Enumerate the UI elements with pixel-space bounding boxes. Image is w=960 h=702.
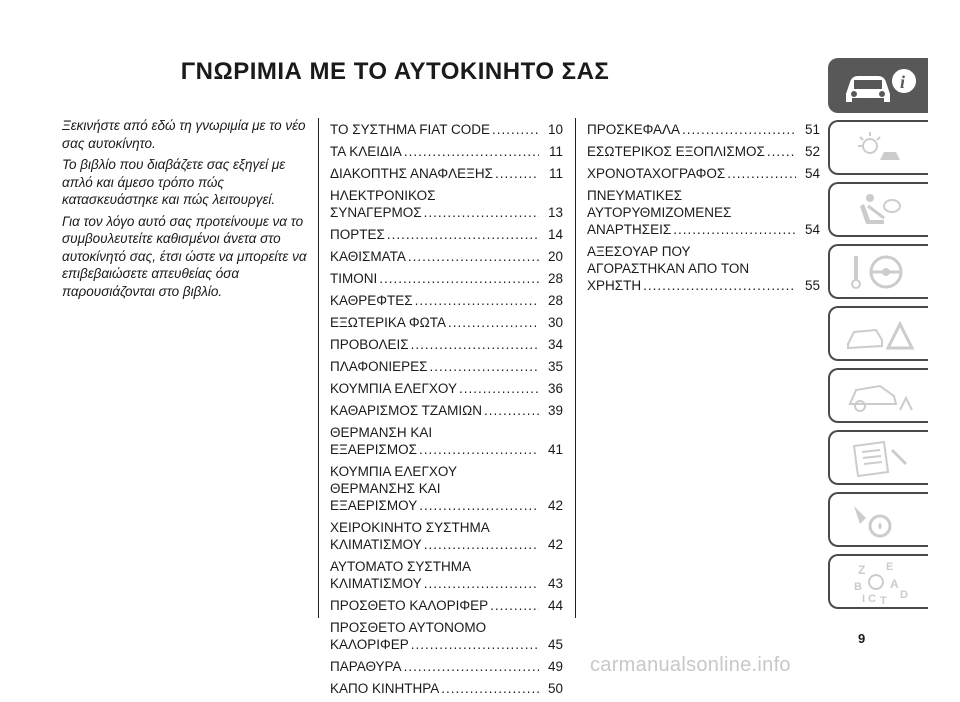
toc-column-1 [330,121,563,702]
toc-entry-page: 55 [804,278,820,293]
toc-entry[interactable] [330,248,563,265]
dashboard-lights-icon [840,126,920,171]
toc-entry-title: ΚΟΥΜΠΙΑ ΕΛΕΓΧΟΥ ΘΕΡΜΑΝΣΗΣ ΚΑΙ ΕΞΑΕΡΙΣΜΟΥ ..... [330,463,539,514]
svg-text:A: A [890,577,899,591]
column-divider [318,118,319,618]
tab-maintenance[interactable] [828,430,928,485]
tab-specifications[interactable] [828,492,928,547]
toc-entry[interactable] [330,187,563,221]
key-steering-wheel-icon [840,250,920,295]
toc-entry-title: ΧΕΙΡΟΚΙΝΗΤΟ ΣΥΣΤΗΜΑ ΚΛΙΜΑΤΙΣΜΟΥ ..... [330,519,539,553]
toc-entry-page: 30 [547,315,563,330]
toc-entry[interactable] [330,165,563,182]
toc-entry-title: ΑΞΕΣΟΥΑΡ ΠΟΥ ΑΓΟΡΑΣΤΗΚΑΝ ΑΠΟ ΤΟΝ ΧΡΗΣΤΗ ..... [587,243,796,294]
svg-text:I C: I C [862,593,877,605]
toc-entry[interactable] [330,424,563,458]
intro-paragraph: Για τον λόγο αυτό σας προτείνουμε να το συμβουλευτείτε καθισμένοι άνετα στο αυτοκίνητό σας, έτσι ώστε να μπορείτε να επιβεβαιώσετε απευθείας όσα παρουσιάζονται στο βιβλίο. [62,213,307,299]
toc-entry-title: ΗΛΕΚΤΡΟΝΙΚΟΣ ΣΥΝΑΓΕΡΜΟΣ ..... [330,187,539,221]
svg-text:D: D [900,589,908,601]
toc-entry-title: ΕΞΩΤΕΡΙΚΑ ΦΩΤΑ ..... [330,314,539,331]
toc-entry[interactable] [587,143,820,160]
alphabetical-index-icon [840,560,920,605]
watermark: carmanualsonline.info [590,654,791,676]
intro-text [62,117,307,304]
svg-text:T: T [880,595,887,605]
toc-entry-title: ΠΡΟΣΘΕΤΟ ΑΥΤΟΝΟΜΟ ΚΑΛΟΡΙΦΕΡ ..... [330,619,539,653]
toc-entry[interactable] [330,402,563,419]
toc-entry[interactable] [587,187,820,238]
toc-entry[interactable] [330,463,563,514]
toc-entry[interactable] [330,658,563,675]
toc-entry-page: 34 [547,337,563,352]
toc-entry[interactable] [330,226,563,243]
toc-entry-page: 11 [548,144,563,159]
tab-key-steering[interactable] [828,244,928,299]
column-divider [575,118,576,618]
toc-entry-page: 54 [804,222,820,237]
toc-entry-page: 36 [547,381,563,396]
toc-entry[interactable] [330,121,563,138]
toc-entry-page: 50 [547,681,563,696]
toc-entry-page: 14 [547,227,563,242]
toc-entry-title: ΑΥΤΟΜΑΤΟ ΣΥΣΤΗΜΑ ΚΛΙΜΑΤΙΣΜΟΥ ..... [330,558,539,592]
toc-entry-page: 42 [547,537,563,552]
toc-entry-page: 41 [547,442,563,457]
warning-triangle-car-icon [840,312,920,357]
toc-entry-title: ΤΟ ΣΥΣΤΗΜΑ FIAT CODE ..... [330,121,539,138]
tab-car-jack[interactable] [828,368,928,423]
toc-entry[interactable] [330,558,563,592]
tab-emergency[interactable] [828,306,928,361]
toc-entry-page: 45 [547,637,563,652]
toc-entry-title: ΚΑΘΑΡΙΣΜΟΣ ΤΖΑΜΙΩΝ ..... [330,402,539,419]
page-title: ΓΝΩΡΙΜΙΑ ΜΕ ΤΟ ΑΥΤΟΚΙΝΗΤΟ ΣΑΣ [180,58,610,85]
toc-entry-title: ΠΑΡΑΘΥΡΑ ..... [330,658,539,675]
tab-alphabetical-index[interactable] [828,554,928,609]
toc-entry[interactable] [330,143,563,160]
airbag-seat-icon [840,188,920,233]
page-number: 9 [858,631,866,646]
toc-entry-page: 20 [547,249,563,264]
toc-entry-title: ΠΡΟΣΚΕΦΑΛΑ ..... [587,121,796,138]
toc-entry[interactable] [330,619,563,653]
toc-entry[interactable] [330,358,563,375]
svg-text:i: i [900,72,906,92]
toc-entry-title: ΠΟΡΤΕΣ ..... [330,226,539,243]
toc-entry-page: 35 [547,359,563,374]
toc-entry[interactable] [330,519,563,553]
toc-entry-title: ΔΙΑΚΟΠΤΗΣ ΑΝΑΦΛΕΞΗΣ ..... [330,165,539,182]
svg-text:B: B [854,581,862,593]
car-jack-icon [840,374,920,419]
toc-entry[interactable] [330,292,563,309]
toc-entry-page: 42 [547,498,563,513]
toc-entry-page: 10 [547,122,563,137]
toc-entry-page: 28 [547,293,563,308]
svg-text:E: E [886,561,894,573]
toc-entry-page: 13 [547,205,563,220]
toc-entry-title: ΤΑ ΚΛΕΙΔΙΑ ..... [330,143,539,160]
toc-entry[interactable] [330,380,563,397]
toc-entry[interactable] [330,336,563,353]
tab-car-info[interactable] [828,58,928,113]
toc-entry-title: ΚΑΘΡΕΦΤΕΣ ..... [330,292,539,309]
maintenance-book-icon [840,436,920,481]
tab-dashboard-lights[interactable] [828,120,928,175]
toc-entry-title: ΠΛΑΦΟΝΙΕΡΕΣ ..... [330,358,539,375]
toc-entry[interactable] [330,270,563,287]
toc-entry[interactable] [587,243,820,294]
toc-entry-page: 52 [804,144,820,159]
toc-entry-page: 43 [547,576,563,591]
toc-column-2 [587,121,820,299]
intro-paragraph: Ξεκινήστε από εδώ τη γνωριμία με το νέο σας αυτοκίνητο. [62,118,306,151]
toc-entry-title: ΠΝΕΥΜΑΤΙΚΕΣ ΑΥΤΟΡΥΘΜΙΖΟΜΕΝΕΣ ΑΝΑΡΤΗΣΕΙΣ ..... [587,187,796,238]
toc-entry-title: ΕΣΩΤΕΡΙΚΟΣ ΕΞΟΠΛΙΣΜΟΣ ..... [587,143,796,160]
toc-entry-title: ΧΡΟΝΟΤΑΧΟΓΡΑΦΟΣ ..... [587,165,796,182]
toc-entry-title: ΚΑΠΟ ΚΙΝΗΤΗΡΑ ..... [330,680,539,697]
toc-entry[interactable] [587,121,820,138]
svg-text:Z: Z [858,563,866,577]
tab-airbag-seat[interactable] [828,182,928,237]
toc-entry-page: 28 [547,271,563,286]
toc-entry-page: 49 [547,659,563,674]
toc-entry-page: 11 [548,166,563,181]
toc-entry[interactable] [587,165,820,182]
toc-entry-title: ΘΕΡΜΑΝΣΗ ΚΑΙ ΕΞΑΕΡΙΣΜΟΣ ..... [330,424,539,458]
intro-paragraph: Το βιβλίο που διαβάζετε σας εξηγεί με απλό και άμεσο τρόπο πώς κατασκευάστηκε και πώς λειτουργεί. [62,157,286,207]
specifications-icon [840,498,920,543]
toc-entry-title: ΚΟΥΜΠΙΑ ΕΛΕΓΧΟΥ ..... [330,380,539,397]
toc-entry-title: ΠΡΟΒΟΛΕΙΣ ..... [330,336,539,353]
toc-entry-title: ΚΑΘΙΣΜΑΤΑ ..... [330,248,539,265]
toc-entry[interactable] [330,597,563,614]
toc-entry[interactable] [330,314,563,331]
toc-entry-page: 51 [804,122,820,137]
toc-entry-page: 39 [547,403,563,418]
car-info-icon [840,64,920,109]
toc-entry-page: 54 [804,166,820,181]
toc-entry-title: ΤΙΜΟΝΙ ..... [330,270,539,287]
toc-entry-page: 44 [547,598,563,613]
toc-entry-title: ΠΡΟΣΘΕΤΟ ΚΑΛΟΡΙΦΕΡ ..... [330,597,539,614]
